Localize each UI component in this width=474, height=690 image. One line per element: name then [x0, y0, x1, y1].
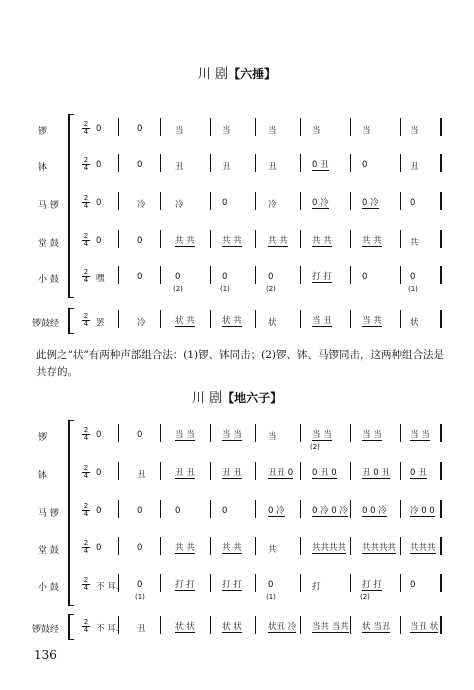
system-brace-lower — [68, 614, 74, 640]
note-cell: 丑 — [222, 162, 231, 172]
note-cell: 打 打 — [222, 580, 242, 590]
note-cell: 0 — [175, 272, 181, 282]
note-cell: 当丑 状 — [410, 622, 439, 632]
note-cell: 当 共 — [362, 316, 382, 326]
note-cell: 当 — [222, 126, 231, 136]
time-signature: 2 4 — [83, 576, 89, 592]
bar-line — [210, 574, 211, 592]
bar-line — [440, 462, 442, 480]
note-cell: 当 — [312, 126, 321, 136]
bar-line — [300, 462, 301, 480]
note-cell: 当 — [268, 126, 277, 136]
note-cell: 共共共共 — [362, 543, 397, 553]
note-cell: 0 — [268, 580, 274, 590]
note-cell: 打 打 — [362, 580, 382, 590]
note-cell: 打 打 — [175, 580, 195, 590]
instrument-label: 小 鼓 — [38, 275, 59, 285]
bar-line — [255, 574, 256, 592]
note-cell: 不 耳. — [96, 624, 119, 634]
note-cell: 0 丑 — [312, 160, 329, 170]
note-cell: 丑 0 丑 — [362, 468, 390, 478]
note-cell: 共 共 — [222, 543, 242, 553]
section1-title-bold: 【六捶】 — [228, 67, 277, 81]
note-cell: 冷 — [137, 318, 146, 328]
note-cell: 丑丑 0 — [268, 468, 294, 478]
bar-line — [400, 574, 401, 592]
bar-line — [350, 500, 351, 518]
note-cell: 0 — [137, 124, 143, 134]
beat-annotation: (2) — [173, 285, 183, 293]
note-cell: 0 — [137, 543, 143, 553]
note-cell: 0 — [222, 198, 228, 208]
bar-line — [440, 616, 442, 634]
beat-annotation: (1) — [135, 593, 145, 601]
note-cell: 状 状 — [222, 622, 242, 632]
note-cell: 状 共 — [175, 316, 195, 326]
note-cell: 0 — [222, 272, 228, 282]
note-cell: 0 冷 0 冷 — [312, 506, 348, 516]
note-cell: 0 — [96, 543, 102, 553]
note-cell: 共 共 — [362, 236, 382, 246]
bar-line — [300, 537, 301, 555]
note-cell: 共 — [268, 545, 277, 555]
note-cell: 丑 丑 — [175, 468, 195, 478]
note-cell: 0 — [137, 272, 143, 282]
note-cell: 当共 当共 — [312, 622, 349, 632]
note-cell: 0 丑 — [410, 468, 427, 478]
section2-title-bold: 【地六子】 — [222, 391, 283, 405]
bar-line — [160, 462, 161, 480]
note-cell: 0 — [96, 236, 102, 246]
beat-annotation: (2) — [360, 593, 370, 601]
bar-line — [350, 424, 351, 442]
note-cell: 0 — [362, 160, 368, 170]
note-cell: 当 — [410, 126, 419, 136]
note-cell: 0 — [96, 124, 102, 134]
bar-line — [160, 424, 161, 442]
note-cell: 状 — [268, 318, 277, 328]
beat-annotation: (1) — [408, 285, 418, 293]
instrument-label: 马 锣 — [38, 509, 59, 519]
note-cell: 0 — [137, 580, 143, 590]
bar-line — [350, 574, 351, 592]
note-cell: 当 当 — [175, 430, 195, 440]
note-cell: 丑 丑 — [222, 468, 242, 478]
bar-line — [400, 537, 401, 555]
note-cell: 状 共 — [222, 316, 242, 326]
section2-title-prefix: 川 剧 — [191, 391, 223, 406]
bar-line — [210, 537, 211, 555]
note-cell: 0 — [175, 506, 181, 516]
time-signature: 2 4 — [83, 156, 89, 172]
instrument-label: 堂 鼓 — [38, 546, 59, 556]
instrument-label: 小 鼓 — [38, 583, 59, 593]
note-cell: 当 — [362, 126, 371, 136]
beat-annotation: (1) — [220, 285, 230, 293]
note-cell: 冷 0 0 — [410, 506, 435, 516]
bar-line — [255, 616, 256, 634]
bar-line — [160, 574, 161, 592]
note-cell: 嘿 — [96, 274, 105, 284]
note-cell: 0 — [96, 198, 102, 208]
note-cell: 共 共 — [268, 236, 288, 246]
time-signature: 2 4 — [83, 618, 89, 634]
note-cell: 0 — [410, 580, 416, 590]
note-cell: 0 — [96, 160, 102, 170]
note-cell: 0 — [137, 430, 143, 440]
note-cell: 0 — [137, 236, 143, 246]
bar-line — [210, 462, 211, 480]
bar-line — [160, 500, 161, 518]
note-cell: 0 冷 — [268, 506, 285, 516]
note-cell: 罢 — [96, 318, 105, 328]
note-cell: 当 丑 — [312, 316, 332, 326]
note-cell: 共 共 — [312, 236, 332, 246]
note-cell: 丑 — [410, 162, 419, 172]
instrument-label: 锣鼓经 — [32, 625, 60, 635]
bar-line — [440, 574, 442, 592]
instrument-label: 钵 — [38, 163, 48, 173]
instrument-label: 堂 鼓 — [38, 239, 59, 249]
time-signature: 2 4 — [83, 539, 89, 555]
note-cell: 状 — [410, 318, 419, 328]
note-cell: 打 — [312, 582, 321, 592]
note-cell: 冷 — [137, 200, 146, 210]
note-cell: 丑 — [268, 162, 277, 172]
note-cell: 冷 — [268, 200, 277, 210]
note-cell: 打 打 — [312, 272, 332, 282]
note-cell: 当 当 — [362, 430, 382, 440]
instrument-label: 马 锣 — [38, 201, 59, 211]
note-cell: 0 — [137, 506, 143, 516]
note-cell: 状 当丑 — [362, 622, 391, 632]
bar-line — [400, 462, 401, 480]
note-cell: 共 共 — [175, 236, 195, 246]
bar-line — [350, 537, 351, 555]
system-brace — [68, 420, 74, 606]
section1-title-prefix: 川 剧 — [197, 67, 229, 82]
bar-line — [400, 500, 401, 518]
note-cell: 共 — [410, 238, 419, 248]
bar-line — [300, 500, 301, 518]
note-cell: 状丑 冷 — [268, 622, 297, 632]
note-cell: 0 — [96, 506, 102, 516]
note-cell: 状 状 — [175, 622, 195, 632]
bar-line — [255, 537, 256, 555]
note-cell: 当 — [175, 126, 184, 136]
note-cell: 丑 — [137, 624, 146, 634]
note-cell: 当 当 — [312, 430, 332, 440]
bar-line — [300, 424, 301, 442]
note-cell: 0 丑 0 — [312, 468, 337, 478]
time-signature: 2 4 — [83, 232, 89, 248]
instrument-label: 锣 — [38, 433, 48, 443]
time-signature: 2 4 — [83, 312, 89, 328]
note-cell: 不 耳. — [96, 582, 119, 592]
bar-line — [118, 537, 119, 555]
note-cell: 0 — [410, 198, 416, 208]
bar-line — [440, 537, 442, 555]
beat-annotation: (2) — [266, 285, 276, 293]
bar-line — [210, 500, 211, 518]
note-cell: 共共共 — [410, 543, 436, 553]
note-cell: 丑 — [175, 162, 184, 172]
instrument-label: 钵 — [38, 471, 48, 481]
bar-line — [400, 424, 401, 442]
note-cell: 0 冷 — [362, 198, 379, 208]
note-cell: 当 当 — [410, 430, 430, 440]
note-cell: 共 共 — [222, 236, 242, 246]
bar-line — [255, 500, 256, 518]
bar-line — [210, 616, 211, 634]
note-cell: 0 冷 — [312, 198, 329, 208]
note-cell: 丑 — [137, 470, 146, 480]
page-number: 136 — [34, 648, 57, 662]
note-cell: 0 — [222, 506, 228, 516]
bar-line — [118, 616, 119, 634]
time-signature: 2 4 — [83, 464, 89, 480]
note-cell: 0 — [410, 272, 416, 282]
beat-annotation: (2) — [310, 443, 320, 451]
bar-line — [400, 616, 401, 634]
note-cell: 冷 — [175, 200, 184, 210]
note-cell: 0 — [96, 468, 102, 478]
bar-line — [160, 537, 161, 555]
bar-line — [350, 462, 351, 480]
time-signature: 2 4 — [83, 426, 89, 442]
bar-line — [118, 574, 119, 592]
time-signature: 2 4 — [83, 194, 89, 210]
bar-line — [255, 424, 256, 442]
bar-line — [210, 424, 211, 442]
note-cell: 当 当 — [222, 430, 242, 440]
note-cell: 0 — [137, 160, 143, 170]
bar-line — [300, 574, 301, 592]
time-signature: 2 4 — [83, 268, 89, 284]
bar-line — [300, 616, 301, 634]
bar-line — [118, 462, 119, 480]
explanation-paragraph: 此例之“状”有两种声部组合法：(1)锣、钵同击；(2)锣、钵、马锣同击，这两种组合法是共存的。 — [36, 349, 444, 378]
bar-line — [440, 424, 442, 442]
time-signature: 2 4 — [83, 502, 89, 518]
bar-line — [118, 424, 119, 442]
bar-line — [350, 616, 351, 634]
bar-line — [118, 500, 119, 518]
beat-annotation: (1) — [266, 593, 276, 601]
note-cell: 0 0 冷 — [362, 506, 387, 516]
note-cell: 0 — [96, 430, 102, 440]
note-cell: 共共共共 — [312, 543, 347, 553]
note-cell: 当 — [268, 432, 277, 442]
bar-line — [440, 500, 442, 518]
note-cell: 0 — [362, 272, 368, 282]
bar-line — [255, 462, 256, 480]
time-signature: 2 4 — [83, 120, 89, 136]
instrument-label: 锣 — [38, 127, 48, 137]
bar-line — [160, 616, 161, 634]
instrument-label: 锣鼓经 — [32, 319, 60, 329]
note-cell: 0 — [268, 272, 274, 282]
note-cell: 共 共 — [175, 543, 195, 553]
